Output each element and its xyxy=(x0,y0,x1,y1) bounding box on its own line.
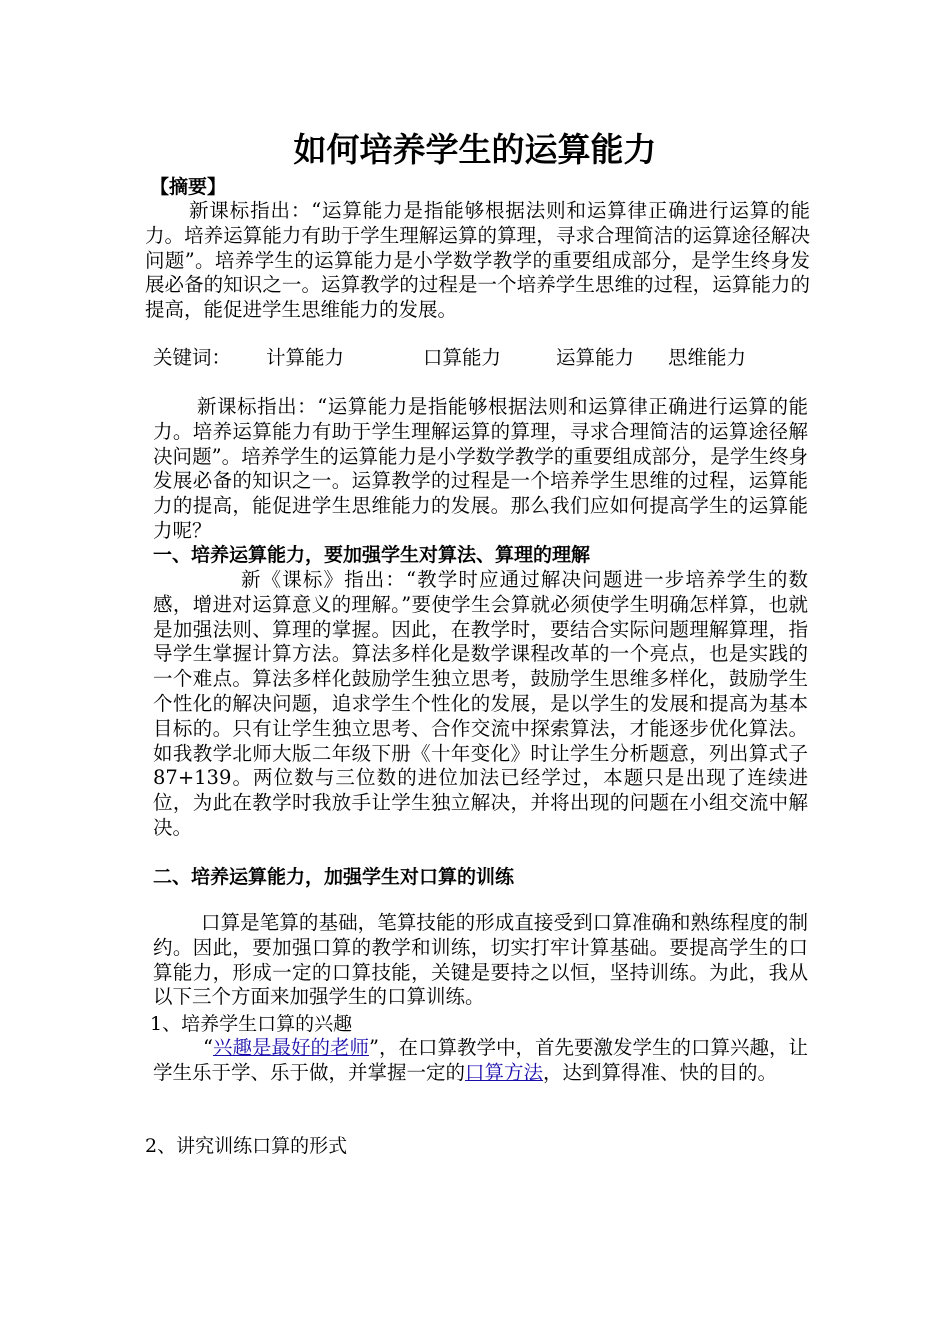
section-2-paragraph: 口算是笔算的基础，笔算技能的形成直接受到口算准确和熟练程度的制约。因此，要加强口算的教学和训练，切实打牢计算基础。要提高学生的口算能力，形成一定的口算技能，关键是要持之以恒，坚持训练。为此，我从以下三个方面来加强学生的口算训练。 xyxy=(153,911,808,1009)
keyword-item: 计算能力 xyxy=(266,346,345,369)
paragraph-text: ”，在口算教学中，首先要激发学生的口算兴趣，让学生乐于学、乐于做，并掌握一定的 xyxy=(153,1036,808,1084)
section-2-heading: 二、培养运算能力，加强学生对口算的训练 xyxy=(153,866,515,888)
paragraph-text-end: ，达到算得准、快的目的。 xyxy=(543,1060,778,1084)
subsection-2-heading: 2、讲究训练口算的形式 xyxy=(145,1135,348,1157)
abstract-label: 【摘要】 xyxy=(150,176,227,198)
keywords-label: 关键词： xyxy=(153,346,232,369)
abstract-paragraph: 新课标指出：“运算能力是指能够根据法则和运算律正确进行运算的能力。培养运算能力有助于学生理解运算的算理，寻求合理简洁的运算途径解决问题”。培养学生的运算能力是小学数学教学的重要组成部分，是学生终身发展必备的知识之一。运算教学的过程是一个培养学生思维的过程，运算能力的提高，能促进学生思维能力的发展。 xyxy=(145,199,810,322)
intro-paragraph: 新课标指出：“运算能力是指能够根据法则和运算律正确进行运算的能力。培养运算能力有助于学生理解运算的算理，寻求合理简洁的运算途径解决问题”。培养学生的运算能力是小学数学教学的重要组成部分，是学生终身发展必备的知识之一。运算教学的过程是一个培养学生思维的过程，运算能力的提高，能促进学生思维能力的发展。那么我们应如何提高学生的运算能力呢？ xyxy=(153,395,808,542)
section-1-paragraph: 新《课标》指出：“教学时应通过解决问题进一步培养学生的数感，增进对运算意义的理解。”要使学生会算就必须使学生明确怎样算，也就是加强法则、算理的掌握。因此，在教学时，要结合实际问题理解算理，指导学生掌握计算方法。算法多样化是数学课程改革的一个亮点，也是实践的一个难点。算法多样化鼓励学生独立思考，鼓励学生思维多样化，鼓励学生个性化的解决问题，追求学生个性化的发展，是以学生的发展和提高为基本目标的。只有让学生独立思考、合作交流中探索算法，才能逐步优化算法。如我教学北师大版二年级下册《十年变化》时让学生分析题意，列出算式子87+139。两位数与三位数的进位加法已经学过，本题只是出现了连续进位，为此在教学时我放手让学生独立解决，并将出现的问题在小组交流中解决。 xyxy=(153,568,808,839)
section-1-heading: 一、培养运算能力，要加强学生对算法、算理的理解 xyxy=(153,544,591,566)
subsection-1-paragraph xyxy=(153,1036,808,1086)
keyword-item: 思维能力 xyxy=(668,346,747,369)
keyword-item: 运算能力 xyxy=(556,346,635,369)
interest-teacher-link[interactable]: 兴趣是最好的老师 xyxy=(212,1036,369,1059)
document-title: 如何培养学生的运算能力 xyxy=(293,130,657,169)
oral-calc-method-link[interactable]: 口算方法 xyxy=(465,1060,544,1084)
keyword-item: 口算能力 xyxy=(423,346,502,369)
subsection-1-heading: 1、培养学生口算的兴趣 xyxy=(150,1013,353,1035)
keywords-line xyxy=(153,345,746,371)
quote-open: “ xyxy=(203,1036,213,1059)
